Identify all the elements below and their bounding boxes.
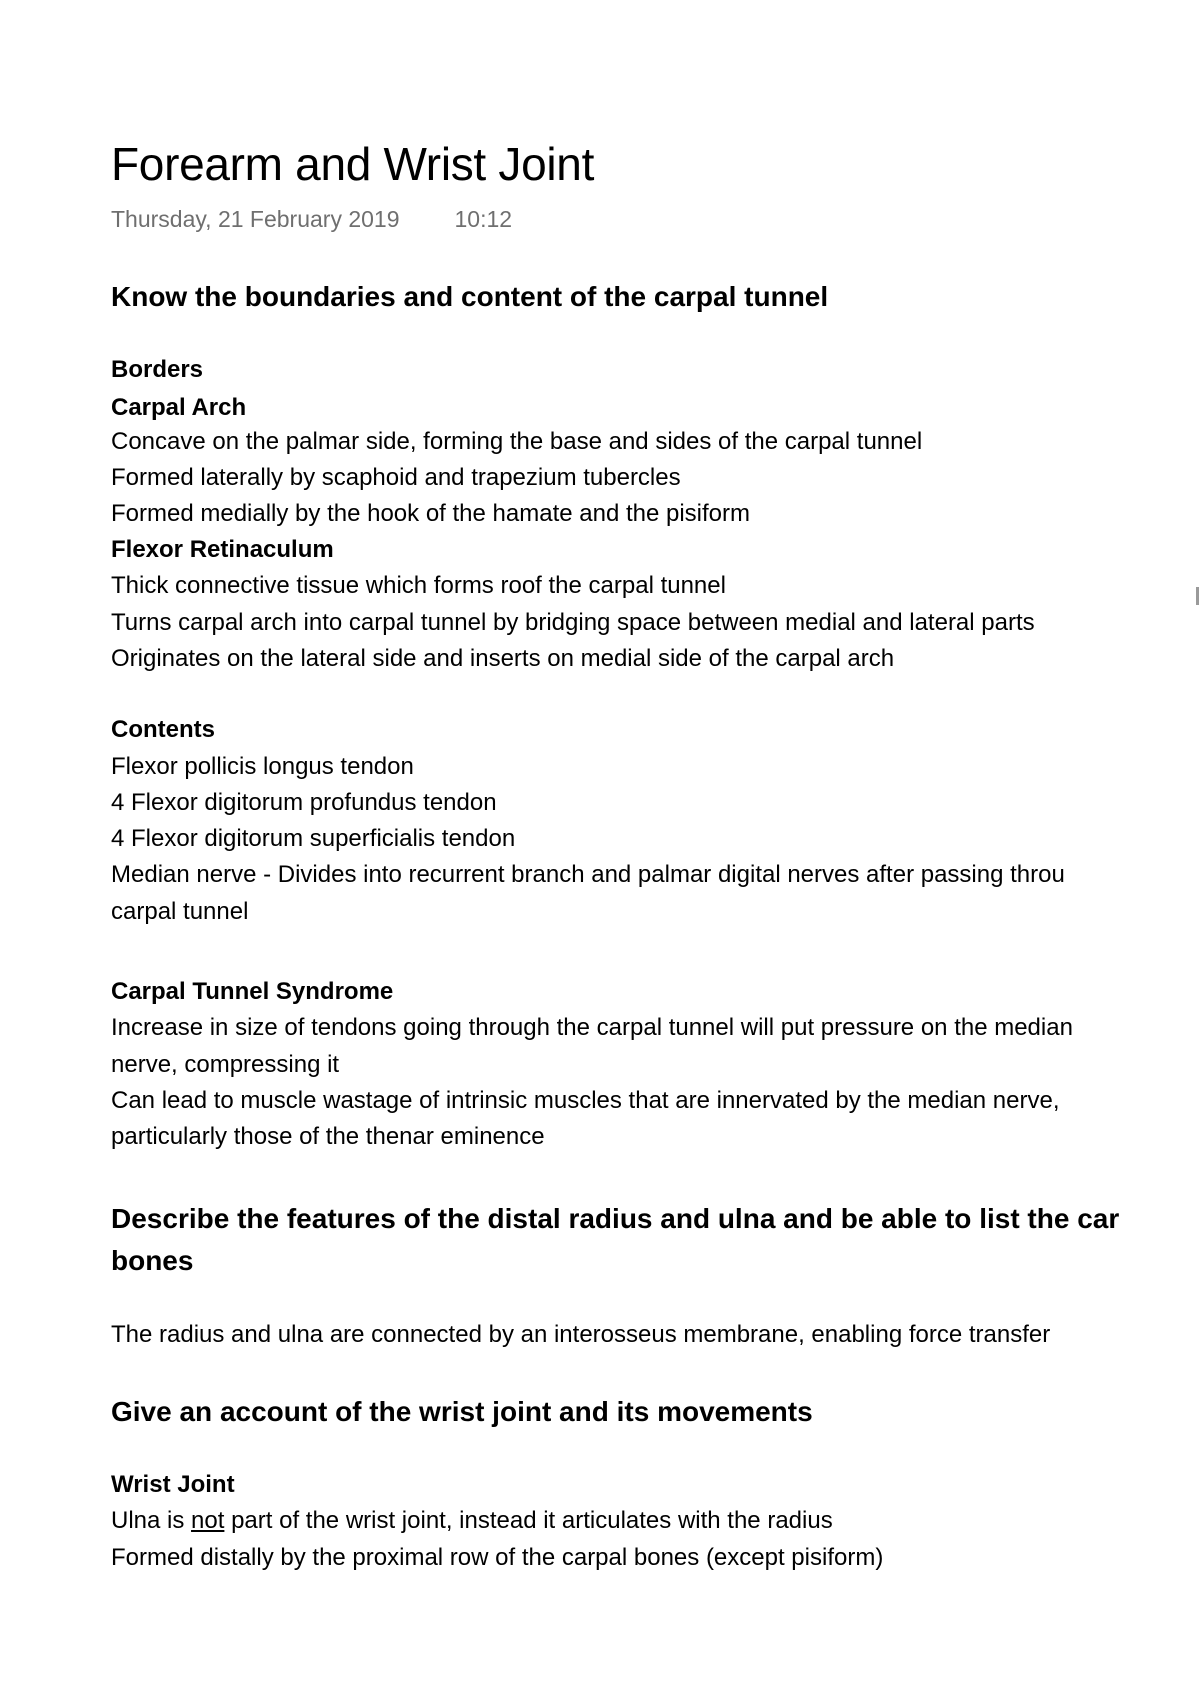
wrist-joint-line: Formed distally by the proximal row of the carpal bones (except pisiform) bbox=[111, 1544, 884, 1571]
syndrome-heading: Carpal Tunnel Syndrome bbox=[111, 978, 394, 1005]
section-heading-carpal-tunnel: Know the boundaries and content of the carpal tunnel bbox=[111, 281, 829, 312]
contents-line: 4 Flexor digitorum superficialis tendon bbox=[111, 825, 516, 852]
contents-line: Median nerve - Divides into recurrent branch and palmar digital nerves after passing throu bbox=[111, 861, 1065, 888]
syndrome-line: nerve, compressing it bbox=[111, 1051, 340, 1078]
carpal-arch-line: Formed medially by the hook of the hamate and the pisiform bbox=[111, 500, 750, 527]
carpal-arch-line: Formed laterally by scaphoid and trapezium tubercles bbox=[111, 464, 681, 491]
carpal-arch-heading: Carpal Arch bbox=[111, 394, 247, 421]
borders-heading: Borders bbox=[111, 356, 204, 383]
page-time: 10:12 bbox=[454, 206, 513, 232]
page-meta bbox=[111, 204, 512, 234]
section-heading-wrist-joint: Give an account of the wrist joint and its movements bbox=[111, 1396, 813, 1427]
contents-line: carpal tunnel bbox=[111, 898, 249, 925]
wrist-line-underlined: not bbox=[191, 1507, 225, 1534]
wrist-line-post: part of the wrist joint, instead it articulates with the radius bbox=[224, 1507, 833, 1534]
syndrome-line: Can lead to muscle wastage of intrinsic muscles that are innervated by the median nerve, bbox=[111, 1087, 1060, 1114]
syndrome-line: Increase in size of tendons going through the carpal tunnel will put pressure on the median bbox=[111, 1014, 1073, 1041]
contents-heading: Contents bbox=[111, 716, 215, 743]
section-heading-radius-ulna-cont: bones bbox=[111, 1245, 194, 1276]
wrist-joint-heading: Wrist Joint bbox=[111, 1471, 235, 1498]
page-date: Thursday, 21 February 2019 bbox=[111, 206, 400, 232]
carpal-arch-line: Concave on the palmar side, forming the base and sides of the carpal tunnel bbox=[111, 428, 923, 455]
syndrome-line: particularly those of the thenar eminence bbox=[111, 1123, 545, 1150]
flexor-line: Originates on the lateral side and inserts on medial side of the carpal arch bbox=[111, 645, 895, 672]
page-edge-marker bbox=[1196, 587, 1199, 605]
contents-line: 4 Flexor digitorum profundus tendon bbox=[111, 789, 497, 816]
contents-line: Flexor pollicis longus tendon bbox=[111, 753, 414, 780]
section-heading-radius-ulna: Describe the features of the distal radius and ulna and be able to list the car bbox=[111, 1203, 1120, 1234]
page-title: Forearm and Wrist Joint bbox=[111, 138, 595, 190]
flexor-line: Turns carpal arch into carpal tunnel by bridging space between medial and lateral parts bbox=[111, 609, 1035, 636]
wrist-joint-line bbox=[111, 1503, 1200, 1539]
radius-ulna-text: The radius and ulna are connected by an interosseus membrane, enabling force transfer bbox=[111, 1321, 1051, 1348]
flexor-line: Thick connective tissue which forms roof the carpal tunnel bbox=[111, 572, 726, 599]
wrist-line-pre: Ulna is bbox=[111, 1507, 192, 1534]
flexor-retinaculum-heading: Flexor Retinaculum bbox=[111, 536, 334, 563]
